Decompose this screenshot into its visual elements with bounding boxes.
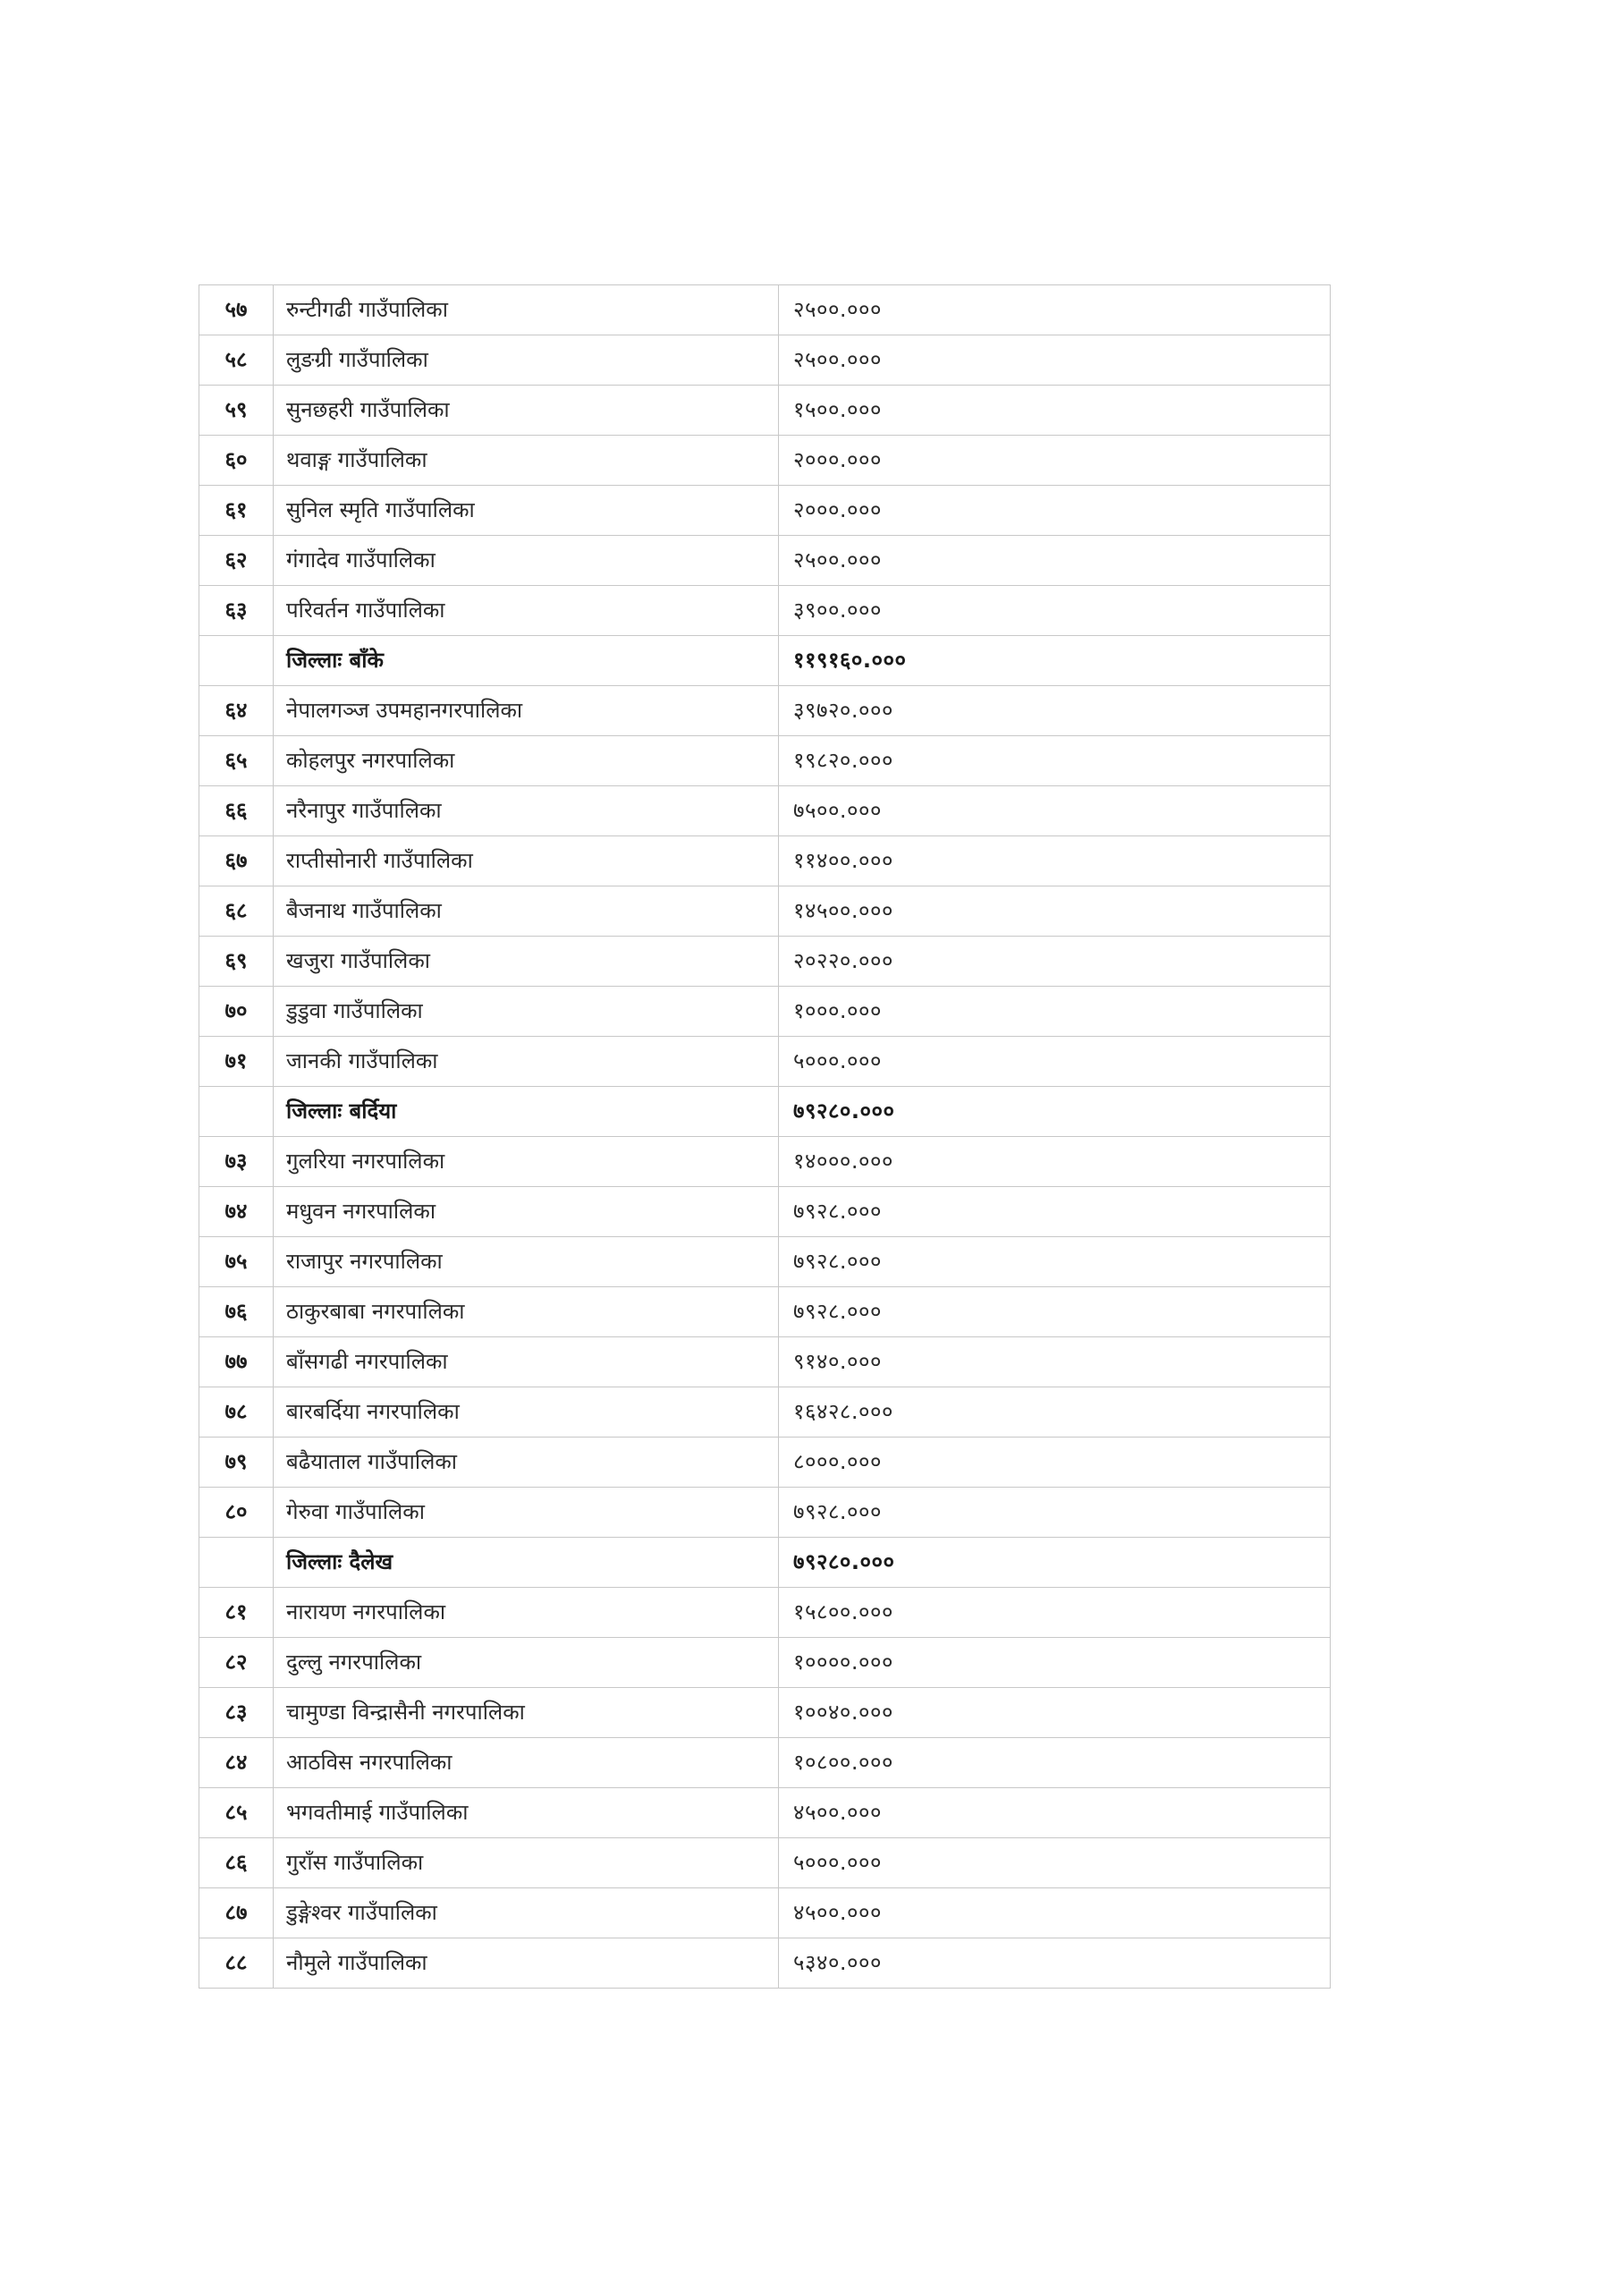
serial-number-cell: ५७ (199, 285, 274, 335)
budget-amount-cell: १४५००.००० (779, 886, 1331, 937)
serial-number-cell: ५८ (199, 335, 274, 386)
district-subtotal-row (199, 1538, 1331, 1588)
table-row (199, 937, 1331, 987)
serial-number-cell: ७६ (199, 1287, 274, 1337)
municipality-name-cell: लुङग्री गाउँपालिका (274, 335, 779, 386)
serial-number-cell: ८२ (199, 1638, 274, 1688)
municipality-name-cell: सुनिल स्मृति गाउँपालिका (274, 486, 779, 536)
table-row (199, 786, 1331, 836)
serial-number-cell: ७४ (199, 1187, 274, 1237)
budget-amount-cell: १०८००.००० (779, 1738, 1331, 1788)
budget-amount-cell: ३९७२०.००० (779, 686, 1331, 736)
table-row (199, 1287, 1331, 1337)
municipality-name-cell: गुराँस गाउँपालिका (274, 1838, 779, 1888)
municipality-name-cell: राप्तीसोनारी गाउँपालिका (274, 836, 779, 886)
municipality-name-cell: गंगादेव गाउँपालिका (274, 536, 779, 586)
table-row (199, 736, 1331, 786)
municipality-name-cell: जिल्लाः दैलेख (274, 1538, 779, 1588)
municipality-name-cell: बैजनाथ गाउँपालिका (274, 886, 779, 937)
serial-number-cell: ८३ (199, 1688, 274, 1738)
serial-number-cell (199, 1538, 274, 1588)
serial-number-cell: ६४ (199, 686, 274, 736)
budget-amount-cell: १४०००.००० (779, 1137, 1331, 1187)
serial-number-cell: ६६ (199, 786, 274, 836)
municipality-name-cell: आठविस नगरपालिका (274, 1738, 779, 1788)
budget-allocation-table (199, 284, 1331, 1989)
budget-amount-cell: २०००.००० (779, 436, 1331, 486)
serial-number-cell: ८८ (199, 1938, 274, 1989)
municipality-name-cell: बढैयाताल गाउँपालिका (274, 1438, 779, 1488)
table-row (199, 1337, 1331, 1387)
municipality-name-cell: नरैनापुर गाउँपालिका (274, 786, 779, 836)
municipality-name-cell: गुलरिया नगरपालिका (274, 1137, 779, 1187)
table-row (199, 1137, 1331, 1187)
municipality-name-cell: खजुरा गाउँपालिका (274, 937, 779, 987)
municipality-name-cell: नारायण नगरपालिका (274, 1588, 779, 1638)
budget-amount-cell: ७९२८.००० (779, 1237, 1331, 1287)
budget-amount-cell: ७९२८.००० (779, 1488, 1331, 1538)
budget-amount-cell: ९१४०.००० (779, 1337, 1331, 1387)
budget-amount-cell: ४५००.००० (779, 1788, 1331, 1838)
municipality-name-cell: गेरुवा गाउँपालिका (274, 1488, 779, 1538)
municipality-name-cell: रुन्टीगढी गाउँपालिका (274, 285, 779, 335)
municipality-name-cell: चामुण्डा विन्द्रासैनी नगरपालिका (274, 1688, 779, 1738)
serial-number-cell: ८० (199, 1488, 274, 1538)
table-row (199, 886, 1331, 937)
budget-amount-cell: २०००.००० (779, 486, 1331, 536)
table-row (199, 1438, 1331, 1488)
municipality-name-cell: जानकी गाउँपालिका (274, 1037, 779, 1087)
serial-number-cell: ६९ (199, 937, 274, 987)
municipality-name-cell: बाँसगढी नगरपालिका (274, 1337, 779, 1387)
table-row (199, 1738, 1331, 1788)
serial-number-cell: ७५ (199, 1237, 274, 1287)
serial-number-cell: ८५ (199, 1788, 274, 1838)
serial-number-cell: ७९ (199, 1438, 274, 1488)
budget-table-body (199, 285, 1331, 1989)
serial-number-cell: ७१ (199, 1037, 274, 1087)
serial-number-cell: ६० (199, 436, 274, 486)
budget-amount-cell: ७९२८०.००० (779, 1087, 1331, 1137)
budget-amount-cell: १०००.००० (779, 987, 1331, 1037)
table-row (199, 335, 1331, 386)
municipality-name-cell: मधुवन नगरपालिका (274, 1187, 779, 1237)
table-row (199, 285, 1331, 335)
budget-amount-cell: ११४००.००० (779, 836, 1331, 886)
budget-amount-cell: २५००.००० (779, 536, 1331, 586)
serial-number-cell (199, 1087, 274, 1137)
table-row (199, 486, 1331, 536)
municipality-name-cell: राजापुर नगरपालिका (274, 1237, 779, 1287)
serial-number-cell: ६२ (199, 536, 274, 586)
budget-amount-cell: ५०००.००० (779, 1037, 1331, 1087)
budget-amount-cell: ५०००.००० (779, 1838, 1331, 1888)
budget-amount-cell: १९८२०.००० (779, 736, 1331, 786)
serial-number-cell: ६७ (199, 836, 274, 886)
municipality-name-cell: दुल्लु नगरपालिका (274, 1638, 779, 1688)
table-row (199, 1237, 1331, 1287)
serial-number-cell: ८१ (199, 1588, 274, 1638)
budget-amount-cell: ३९००.००० (779, 586, 1331, 636)
serial-number-cell: ६५ (199, 736, 274, 786)
table-row (199, 1187, 1331, 1237)
table-row (199, 1488, 1331, 1538)
budget-amount-cell: ५३४०.००० (779, 1938, 1331, 1989)
budget-amount-cell: ११९१६०.००० (779, 636, 1331, 686)
municipality-name-cell: सुनछहरी गाउँपालिका (274, 386, 779, 436)
table-row (199, 586, 1331, 636)
budget-amount-cell: १६४२८.००० (779, 1387, 1331, 1438)
municipality-name-cell: कोहलपुर नगरपालिका (274, 736, 779, 786)
table-row (199, 1037, 1331, 1087)
table-row (199, 536, 1331, 586)
budget-amount-cell: ८०००.००० (779, 1438, 1331, 1488)
municipality-name-cell: थवाङ्ग गाउँपालिका (274, 436, 779, 486)
table-row (199, 1938, 1331, 1989)
budget-amount-cell: ७५००.००० (779, 786, 1331, 836)
municipality-name-cell: डुडुवा गाउँपालिका (274, 987, 779, 1037)
budget-amount-cell: १५००.००० (779, 386, 1331, 436)
district-subtotal-row (199, 636, 1331, 686)
table-row (199, 1888, 1331, 1938)
budget-amount-cell: ७९२८०.००० (779, 1538, 1331, 1588)
serial-number-cell: ६१ (199, 486, 274, 536)
budget-amount-cell: ४५००.००० (779, 1888, 1331, 1938)
budget-amount-cell: १००००.००० (779, 1638, 1331, 1688)
serial-number-cell: ८४ (199, 1738, 274, 1788)
municipality-name-cell: जिल्लाः बाँके (274, 636, 779, 686)
municipality-name-cell: ठाकुरबाबा नगरपालिका (274, 1287, 779, 1337)
budget-amount-cell: २५००.००० (779, 285, 1331, 335)
table-row (199, 836, 1331, 886)
budget-amount-cell: १००४०.००० (779, 1688, 1331, 1738)
serial-number-cell: ८७ (199, 1888, 274, 1938)
budget-amount-cell: ७९२८.००० (779, 1187, 1331, 1237)
table-row (199, 386, 1331, 436)
serial-number-cell (199, 636, 274, 686)
table-row (199, 686, 1331, 736)
serial-number-cell: ८६ (199, 1838, 274, 1888)
serial-number-cell: ६३ (199, 586, 274, 636)
budget-amount-cell: २५००.००० (779, 335, 1331, 386)
municipality-name-cell: परिवर्तन गाउँपालिका (274, 586, 779, 636)
serial-number-cell: ७८ (199, 1387, 274, 1438)
municipality-name-cell: जिल्लाः बर्दिया (274, 1087, 779, 1137)
budget-amount-cell: १५८००.००० (779, 1588, 1331, 1638)
table-row (199, 1838, 1331, 1888)
serial-number-cell: ७३ (199, 1137, 274, 1187)
budget-amount-cell: ७९२८.००० (779, 1287, 1331, 1337)
municipality-name-cell: नौमुले गाउँपालिका (274, 1938, 779, 1989)
district-subtotal-row (199, 1087, 1331, 1137)
table-row (199, 1638, 1331, 1688)
budget-amount-cell: २०२२०.००० (779, 937, 1331, 987)
municipality-name-cell: भगवतीमाई गाउँपालिका (274, 1788, 779, 1838)
serial-number-cell: ५९ (199, 386, 274, 436)
table-row (199, 1387, 1331, 1438)
table-row (199, 436, 1331, 486)
serial-number-cell: ७० (199, 987, 274, 1037)
serial-number-cell: ६८ (199, 886, 274, 937)
table-row (199, 1588, 1331, 1638)
serial-number-cell: ७७ (199, 1337, 274, 1387)
municipality-name-cell: बारबर्दिया नगरपालिका (274, 1387, 779, 1438)
table-row (199, 987, 1331, 1037)
table-row (199, 1788, 1331, 1838)
municipality-name-cell: नेपालगञ्ज उपमहानगरपालिका (274, 686, 779, 736)
table-row (199, 1688, 1331, 1738)
municipality-name-cell: डुङ्गेश्वर गाउँपालिका (274, 1888, 779, 1938)
